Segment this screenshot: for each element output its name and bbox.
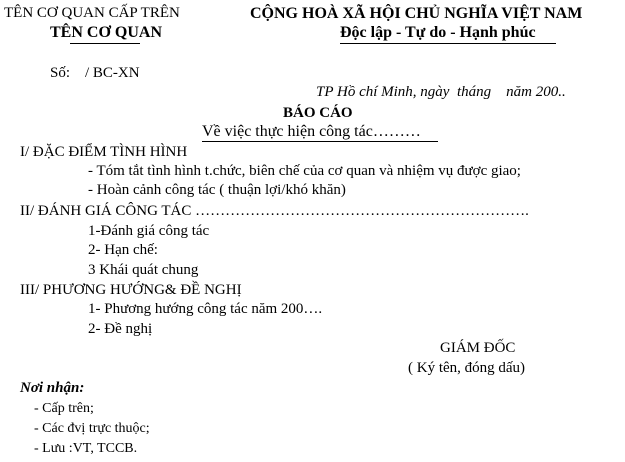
report-subject: Về việc thực hiện công tác……… bbox=[202, 123, 421, 140]
signer-title: GIÁM ĐỐC bbox=[440, 340, 516, 356]
section-heading: I/ ĐẶC ĐIỂM TÌNH HÌNH bbox=[20, 144, 188, 160]
section-item: 1-Đánh giá công tác bbox=[88, 223, 210, 239]
recipient-item: - Các đvị trực thuộc; bbox=[34, 421, 150, 436]
parent-agency-name: TÊN CƠ QUAN CẤP TRÊN bbox=[4, 5, 180, 21]
section-item: 2- Hạn chế: bbox=[88, 242, 158, 258]
section-item: 3 Khái quát chung bbox=[88, 262, 199, 278]
section-item: - Hoàn cảnh công tác ( thuận lợi/khó khăn) bbox=[88, 182, 346, 198]
recipient-item: - Cấp trên; bbox=[34, 401, 94, 416]
national-motto-underline bbox=[340, 43, 556, 44]
place-date: TP Hồ chí Minh, ngày tháng năm 200.. bbox=[316, 84, 566, 100]
report-title: BÁO CÁO bbox=[283, 105, 353, 121]
report-subject-underline bbox=[202, 141, 438, 142]
document-number: Số: / BC-XN bbox=[50, 65, 140, 81]
section-heading: II/ ĐÁNH GIÁ CÔNG TÁC …………………………………………………………. bbox=[20, 203, 529, 219]
agency-name-underline bbox=[70, 43, 140, 44]
section-item: 1- Phương hướng công tác năm 200…. bbox=[88, 301, 323, 317]
national-title: CỘNG HOÀ XÃ HỘI CHỦ NGHĨA VIỆT NAM bbox=[250, 5, 583, 22]
recipient-item: - Lưu :VT, TCCB. bbox=[34, 441, 138, 456]
section-heading: III/ PHƯƠNG HƯỚNG& ĐỀ NGHỊ bbox=[20, 282, 242, 298]
signature-note: ( Ký tên, đóng dấu) bbox=[408, 360, 526, 376]
section-item: - Tóm tắt tình hình t.chức, biên chế của cơ quan và nhiệm vụ được giao; bbox=[88, 163, 521, 179]
section-item: 2- Đề nghị bbox=[88, 321, 153, 337]
recipients-label: Nơi nhận: bbox=[20, 380, 85, 396]
agency-name: TÊN CƠ QUAN bbox=[50, 24, 163, 41]
national-motto: Độc lập - Tự do - Hạnh phúc bbox=[340, 24, 536, 41]
